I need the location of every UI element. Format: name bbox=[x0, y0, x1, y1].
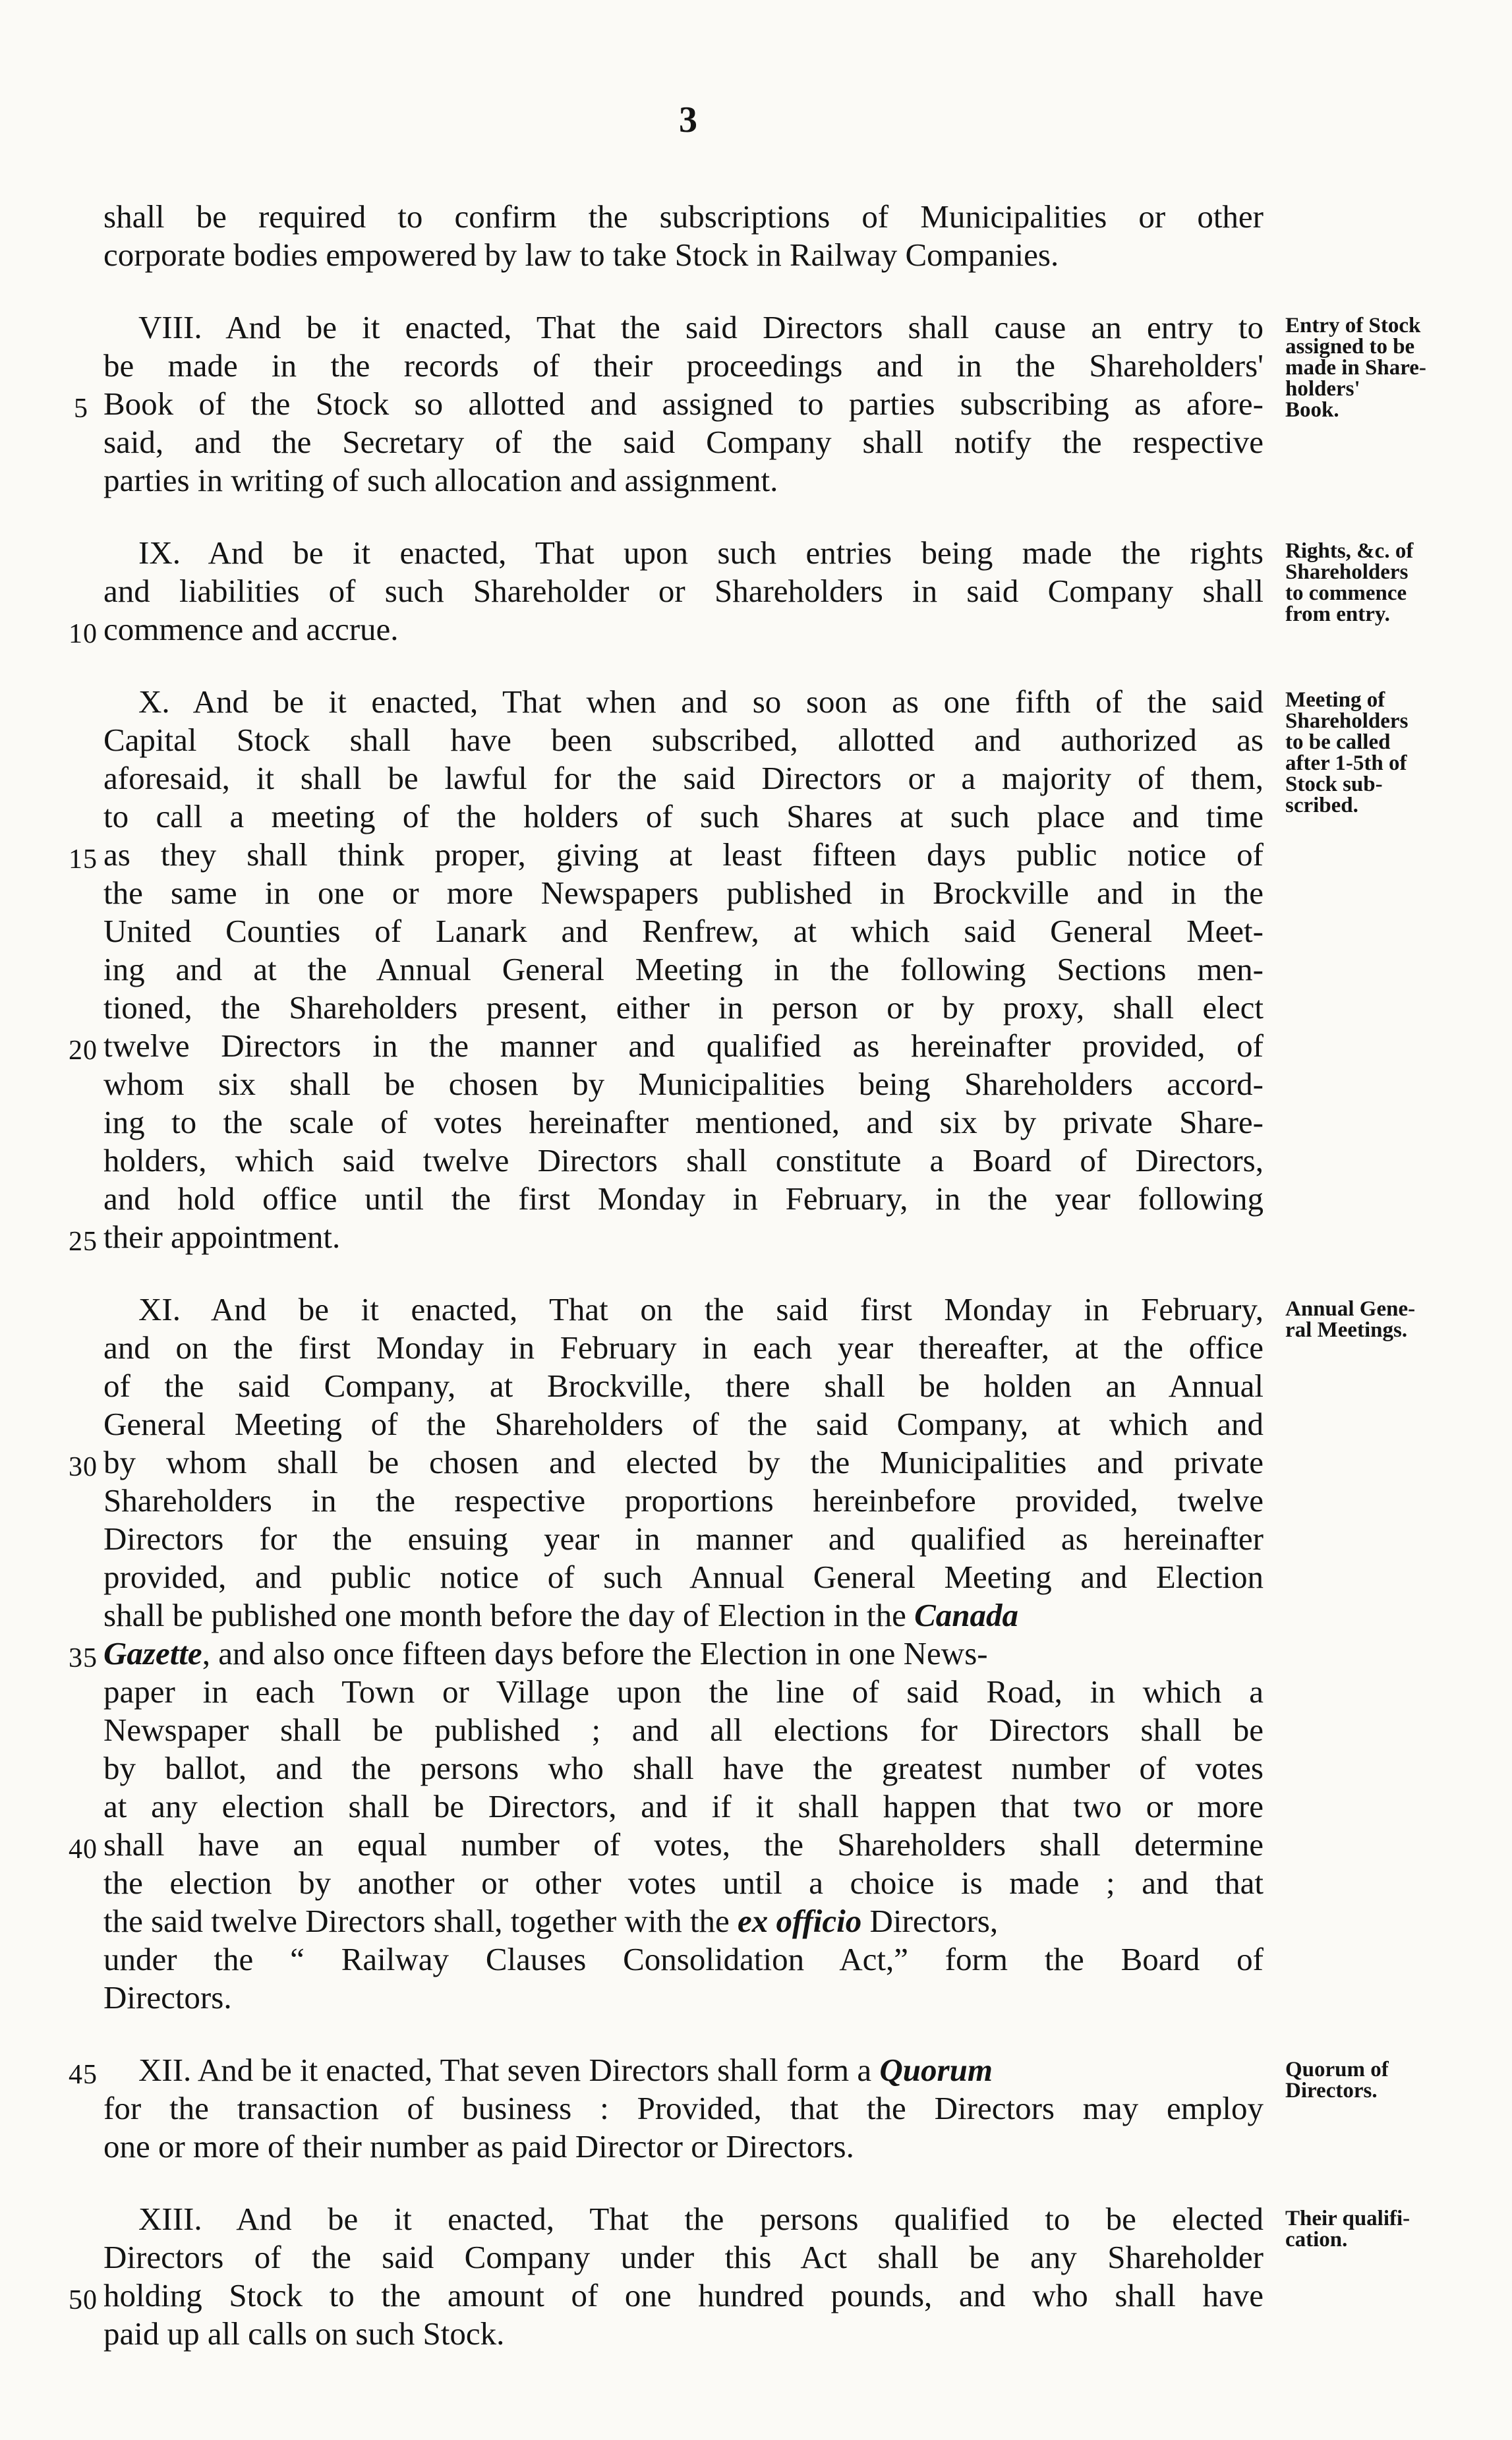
text-line: ing and at the Annual General Meeting in the following Sections men- bbox=[103, 951, 1264, 987]
line-number: 10 bbox=[69, 619, 98, 649]
line-number: 40 bbox=[69, 1834, 98, 1865]
side-note-qualification: Their qualifi- cation. bbox=[1285, 2207, 1410, 2251]
text-line: at any election shall be Directors, and if it shall happen that two or more bbox=[103, 1788, 1264, 1824]
text-line: IX. And be it enacted, That upon such entries being made the rights bbox=[138, 535, 1264, 571]
text-line: X. And be it enacted, That when and so soon as one fifth of the said bbox=[138, 683, 1264, 720]
text-line: and on the first Monday in February in each year thereafter, at the office bbox=[103, 1329, 1264, 1366]
text-line: by whom shall be chosen and elected by the Municipalities and private bbox=[103, 1444, 1264, 1480]
text-line: for the transaction of business : Provided, that the Directors may employ bbox=[103, 2090, 1264, 2126]
side-note-rights: Rights, &c. of Shareholders to commence from entry. bbox=[1285, 539, 1414, 626]
text-line: Capital Stock shall have been subscribed, allotted and authorized as bbox=[103, 722, 1264, 758]
line-number: 20 bbox=[69, 1035, 98, 1066]
text-segment: shall be published one month before the day of Election in the bbox=[103, 1597, 906, 1633]
text-line: under the “ Railway Clauses Consolidation Act,” form the Board of bbox=[103, 1941, 1264, 1977]
text-line: shall be required to confirm the subscriptions of Municipalities or other bbox=[103, 198, 1264, 235]
text-line: Directors. bbox=[103, 1979, 232, 2016]
text-line: as they shall think proper, giving at least fifteen days public notice of bbox=[103, 836, 1264, 873]
italic-ex-officio: ex officio bbox=[738, 1903, 862, 1939]
text-line: tioned, the Shareholders present, either in person or by proxy, shall elect bbox=[103, 989, 1264, 1026]
side-note-quorum: Quorum of Directors. bbox=[1285, 2058, 1389, 2103]
text-segment: , and also once fifteen days before the Election in one News- bbox=[202, 1635, 988, 1671]
text-line: United Counties of Lanark and Renfrew, at which said General Meet- bbox=[103, 913, 1264, 949]
text-line: and hold office until the first Monday in February, in the year following bbox=[103, 1180, 1264, 1217]
text-line: to call a meeting of the holders of such Shares at such place and time bbox=[103, 798, 1264, 834]
text-line: holders, which said twelve Directors shall constitute a Board of Directors, bbox=[103, 1142, 1264, 1178]
text-line: Book of the Stock so allotted and assigned to parties subscribing as afore- bbox=[103, 386, 1264, 422]
text-line: shall have an equal number of votes, the Shareholders shall determine bbox=[103, 1826, 1264, 1863]
line-number: 25 bbox=[69, 1227, 98, 1257]
text-line: whom six shall be chosen by Municipalities being Shareholders accord- bbox=[103, 1066, 1264, 1102]
text-line: paper in each Town or Village upon the line of said Road, in which a bbox=[103, 1673, 1264, 1710]
text-line: Newspaper shall be published ; and all elections for Directors shall be bbox=[103, 1712, 1264, 1748]
text-line: twelve Directors in the manner and qualified as hereinafter provided, of bbox=[103, 1028, 1264, 1064]
line-number: 45 bbox=[69, 2060, 98, 2090]
text-line: XI. And be it enacted, That on the said first Monday in February, bbox=[138, 1291, 1264, 1327]
line-number: 5 bbox=[74, 393, 88, 424]
side-note-annual-meetings: Annual Gene- ral Meetings. bbox=[1285, 1297, 1416, 1342]
text-line: the same in one or more Newspapers published in Brockville and in the bbox=[103, 875, 1264, 911]
text-line bbox=[103, 1902, 998, 1940]
italic-gazette: Gazette bbox=[103, 1635, 202, 1671]
text-line: provided, and public notice of such Annual General Meeting and Election bbox=[103, 1559, 1264, 1595]
side-note-meeting: Meeting of Shareholders to be called after 1-5th of Stock sub- scribed. bbox=[1285, 688, 1409, 817]
text-segment: XII. And be it enacted, That seven Directors shall form a bbox=[138, 2052, 872, 2088]
text-line: paid up all calls on such Stock. bbox=[103, 2315, 505, 2352]
text-line bbox=[103, 1596, 1018, 1635]
text-line: the election by another or other votes until a choice is made ; and that bbox=[103, 1865, 1264, 1901]
italic-canada: Canada bbox=[914, 1597, 1019, 1633]
text-line: aforesaid, it shall be lawful for the said Directors or a majority of them, bbox=[103, 760, 1264, 796]
text-line: XIII. And be it enacted, That the persons qualified to be elected bbox=[138, 2201, 1264, 2237]
text-line: of the said Company, at Brockville, there shall be holden an Annual bbox=[103, 1368, 1264, 1404]
text-line: Directors for the ensuing year in manner and qualified as hereinafter bbox=[103, 1521, 1264, 1557]
text-line: said, and the Secretary of the said Company shall notify the respective bbox=[103, 424, 1264, 460]
side-note-entry-of-stock: Entry of Stock assigned to be made in Share- holders' Book. bbox=[1285, 314, 1426, 422]
text-line bbox=[103, 1635, 988, 1673]
text-line: one or more of their number as paid Director or Directors. bbox=[103, 2128, 854, 2164]
text-line: parties in writing of such allocation and assignment. bbox=[103, 462, 778, 498]
text-line: commence and accrue. bbox=[103, 611, 399, 647]
page-number: 3 bbox=[679, 100, 697, 140]
text-line: ing to the scale of votes hereinafter mentioned, and six by private Share- bbox=[103, 1104, 1264, 1140]
line-number: 50 bbox=[69, 2285, 98, 2315]
line-number: 30 bbox=[69, 1452, 98, 1482]
italic-quorum: Quorum bbox=[879, 2052, 993, 2088]
text-line: corporate bodies empowered by law to take Stock in Railway Companies. bbox=[103, 237, 1059, 273]
text-line: General Meeting of the Shareholders of the said Company, at which and bbox=[103, 1406, 1264, 1442]
text-line: Directors of the said Company under this Act shall be any Shareholder bbox=[103, 2239, 1264, 2275]
text-segment: Directors, bbox=[869, 1903, 999, 1939]
text-line: by ballot, and the persons who shall have the greatest number of votes bbox=[103, 1750, 1264, 1786]
text-line: holding Stock to the amount of one hundred pounds, and who shall have bbox=[103, 2277, 1264, 2313]
text-line: Shareholders in the respective proportions hereinbefore provided, twelve bbox=[103, 1482, 1264, 1519]
text-line: and liabilities of such Shareholder or Shareholders in said Company shall bbox=[103, 573, 1264, 609]
text-line: their appointment. bbox=[103, 1219, 341, 1255]
text-line: be made in the records of their proceedings and in the Shareholders' bbox=[103, 347, 1264, 384]
line-number: 35 bbox=[69, 1643, 98, 1673]
text-line bbox=[138, 2051, 993, 2089]
line-number: 15 bbox=[69, 844, 98, 875]
text-segment: the said twelve Directors shall, together with the bbox=[103, 1903, 730, 1939]
text-line: VIII. And be it enacted, That the said Directors shall cause an entry to bbox=[138, 309, 1264, 345]
